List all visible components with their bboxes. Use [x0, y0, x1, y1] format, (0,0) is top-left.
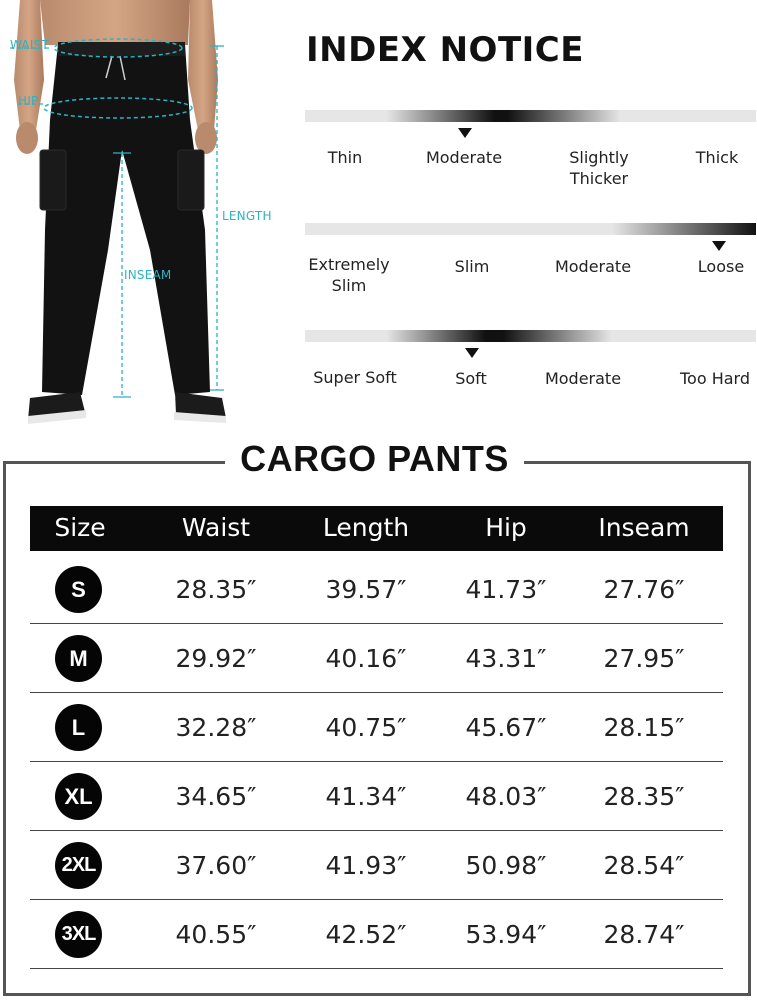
thickness-label-moderate: Moderate — [425, 148, 503, 167]
softness-label-moderate: Moderate — [544, 369, 622, 388]
table-row — [30, 624, 723, 693]
length-label: LENGTH — [222, 209, 272, 223]
header-size: Size — [54, 513, 106, 542]
header-hip: Hip — [485, 513, 527, 542]
table-row — [30, 831, 723, 900]
waist-label: WAIST — [10, 38, 49, 52]
left-hand — [16, 122, 38, 154]
cell-inseam: 27.95″ — [603, 644, 685, 673]
fit-pointer-icon — [712, 241, 726, 251]
right-hand — [195, 122, 217, 154]
table-row — [30, 762, 723, 831]
thickness-label-thick: Thick — [695, 148, 739, 167]
thickness-scale-bar — [305, 110, 756, 122]
header-inseam: Inseam — [598, 513, 690, 542]
cell-waist: 37.60″ — [175, 851, 257, 880]
thickness-label-slightly-thicker: Slightly Thicker — [569, 148, 629, 188]
cell-waist: 40.55″ — [175, 920, 257, 949]
cell-waist: 28.35″ — [175, 575, 257, 604]
cell-length: 40.16″ — [325, 644, 407, 673]
frame-divider — [3, 461, 225, 464]
cell-length: 41.93″ — [325, 851, 407, 880]
cell-inseam: 27.76″ — [603, 575, 685, 604]
softness-pointer-icon — [465, 348, 479, 358]
cell-inseam: 28.15″ — [603, 713, 685, 742]
cell-length: 42.52″ — [325, 920, 407, 949]
cell-hip: 50.98″ — [465, 851, 547, 880]
cell-hip: 45.67″ — [465, 713, 547, 742]
cell-waist: 32.28″ — [175, 713, 257, 742]
fit-scale-bar — [305, 223, 756, 235]
header-waist: Waist — [181, 513, 251, 542]
size-table-header — [30, 506, 723, 551]
size-badge: M — [55, 635, 102, 682]
torso — [40, 0, 190, 45]
frame-divider — [524, 461, 751, 464]
fit-label-extremely-slim: Extremely Slim — [308, 255, 390, 295]
size-badge: 3XL — [55, 911, 102, 958]
hip-label: HIP — [18, 94, 39, 108]
cell-inseam: 28.54″ — [603, 851, 685, 880]
cell-hip: 48.03″ — [465, 782, 547, 811]
left-arm — [14, 0, 44, 130]
thickness-pointer-icon — [458, 128, 472, 138]
fit-label-slim: Slim — [454, 257, 490, 276]
model-figure — [0, 0, 290, 430]
softness-scale-bar — [305, 330, 756, 342]
cell-length: 41.34″ — [325, 782, 407, 811]
cell-waist: 29.92″ — [175, 644, 257, 673]
table-row — [30, 693, 723, 762]
size-badge: L — [55, 704, 102, 751]
fit-label-loose: Loose — [697, 257, 745, 276]
cell-waist: 34.65″ — [175, 782, 257, 811]
softness-label-too-hard: Too Hard — [679, 369, 750, 388]
thickness-label-thin: Thin — [327, 148, 363, 167]
softness-label-super-soft: Super Soft — [313, 368, 397, 387]
cell-length: 39.57″ — [325, 575, 407, 604]
size-badge: XL — [55, 773, 102, 820]
header-length: Length — [322, 513, 410, 542]
right-cargo-pocket — [178, 150, 204, 210]
cell-hip: 41.73″ — [465, 575, 547, 604]
cell-hip: 43.31″ — [465, 644, 547, 673]
softness-label-soft: Soft — [455, 369, 487, 388]
size-badge: 2XL — [55, 842, 102, 889]
inseam-label: INSEAM — [124, 268, 172, 282]
fit-label-moderate: Moderate — [554, 257, 632, 276]
cell-inseam: 28.35″ — [603, 782, 685, 811]
cell-length: 40.75″ — [325, 713, 407, 742]
right-arm — [188, 0, 218, 130]
cell-inseam: 28.74″ — [603, 920, 685, 949]
size-badge: S — [55, 566, 102, 613]
left-cargo-pocket — [40, 150, 66, 210]
pants — [42, 44, 210, 395]
table-row — [30, 900, 723, 969]
size-table-title: CARGO PANTS — [240, 438, 509, 479]
index-notice-title: INDEX NOTICE — [306, 30, 584, 70]
table-row — [30, 555, 723, 624]
cell-hip: 53.94″ — [465, 920, 547, 949]
